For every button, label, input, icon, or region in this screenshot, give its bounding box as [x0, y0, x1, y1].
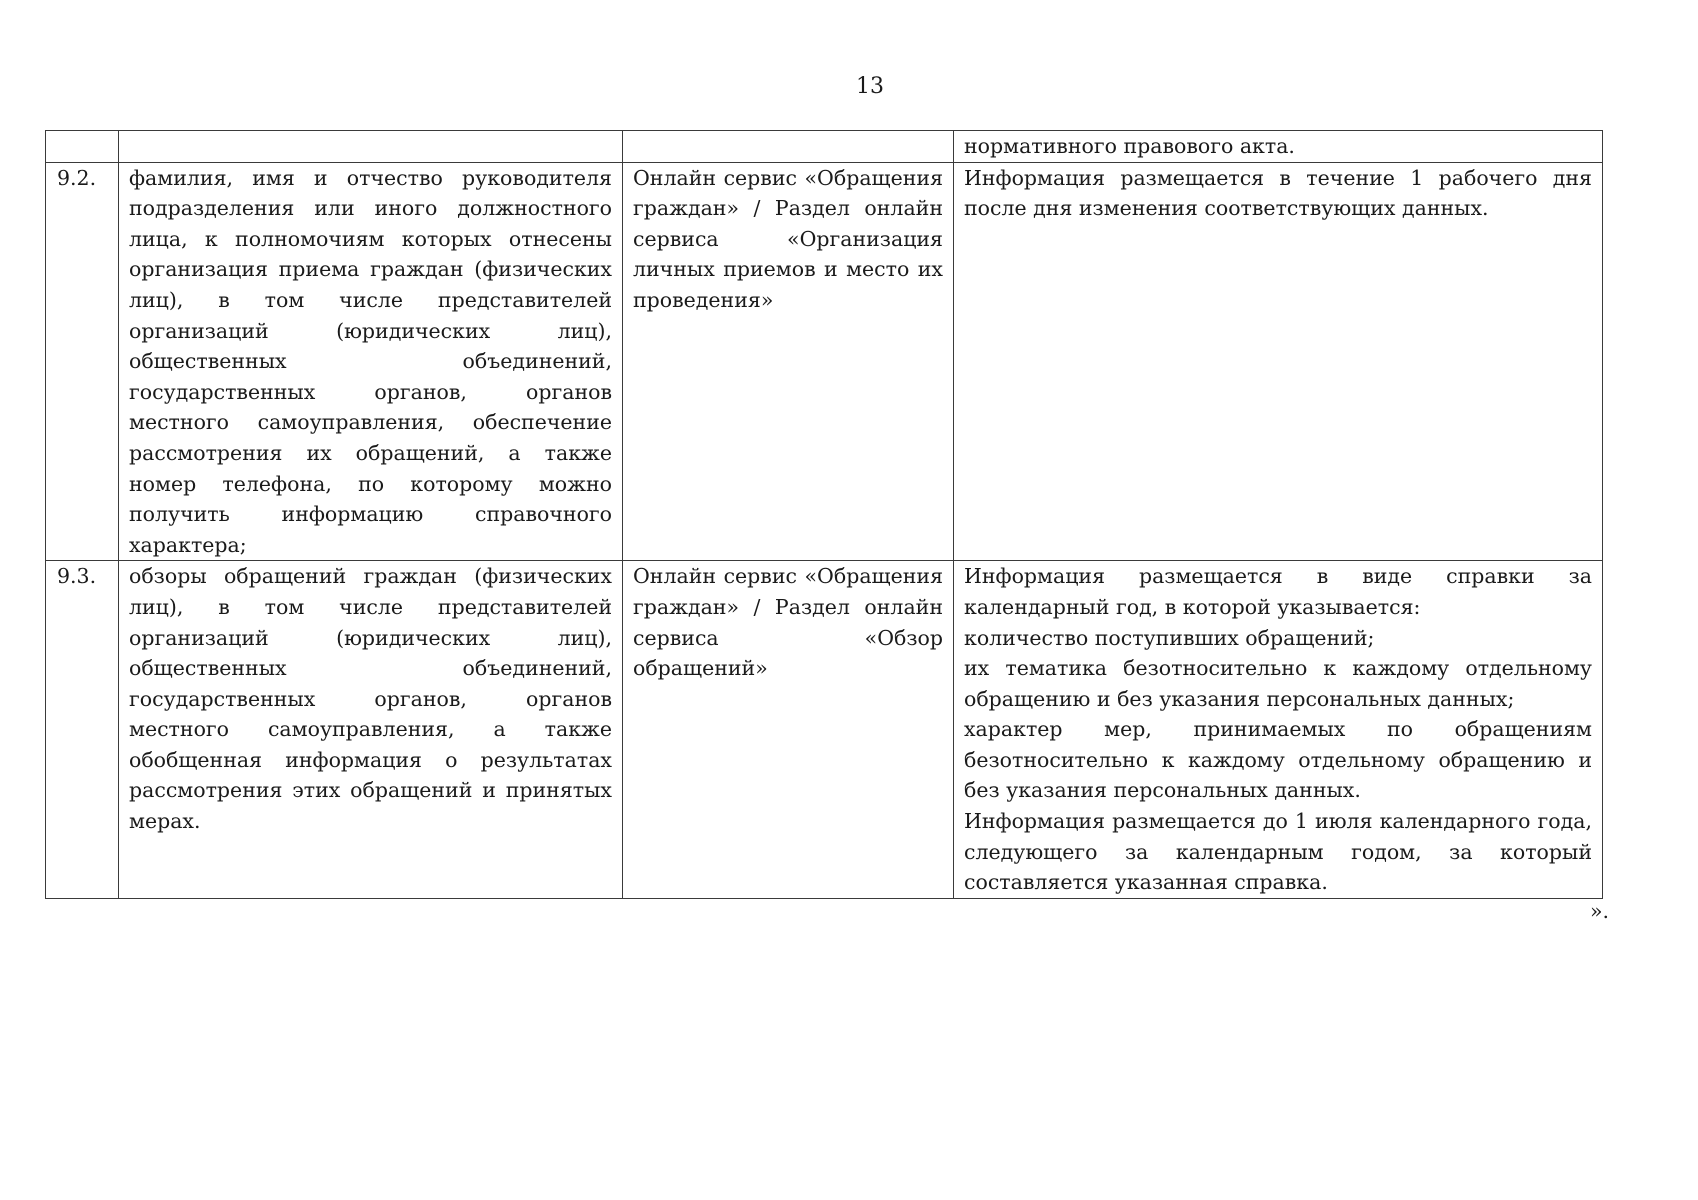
- info-cell: [954, 162, 1603, 561]
- info-paragraph: Информация размещается в течение 1 рабочего дня после дня изменения соответствующих данных.: [964, 165, 1592, 221]
- content-cell: обзоры обращений граждан (физических лиц), в том числе представителей организаций (юридических лиц), общественных объединений, государственных органов, органов местного самоуправления, а также обобщенная информация о результатах рассмотрения этих обращений и принятых мерах.: [119, 561, 623, 899]
- info-paragraph: Информация размещается до 1 июля календарного года, следующего за календарным годом, за который составляется указанная справка.: [964, 809, 1592, 895]
- info-paragraph: нормативного правового акта.: [964, 134, 1295, 158]
- closing-quote-mark: ».: [1590, 899, 1610, 923]
- info-paragraph: количество поступивших обращений;: [964, 625, 1375, 650]
- page-number: 13: [856, 74, 884, 99]
- content-cell: [119, 131, 623, 163]
- info-paragraph: Информация размещается в виде справки за календарный год, в которой указывается:: [964, 564, 1592, 619]
- source-cell: [623, 131, 954, 163]
- table-row-9-2: [46, 162, 1603, 561]
- table-row-9-3: [46, 561, 1603, 899]
- row-number-cell: 9.3.: [46, 561, 119, 899]
- content-cell: фамилия, имя и отчество руководителя подразделения или иного должностного лица, к полномочиям которых отнесены организация приема граждан (физических лиц), в том числе представителей организаций (юридических лиц), общественных объединений, государственных органов, органов местного самоуправления, обеспечение рассмотрения их обращений, а также номер телефона, по которому можно получить информацию справочного характера;: [119, 162, 623, 561]
- info-paragraph: характер мер, принимаемых по обращениям безотносительно к каждому отдельному обращению и без указания персональных данных.: [964, 717, 1592, 803]
- info-cell: [954, 131, 1603, 163]
- requirements-table: [45, 130, 1603, 899]
- info-cell: [954, 561, 1603, 899]
- info-paragraph: их тематика безотносительно к каждому отдельному обращению и без указания персональных данных;: [964, 656, 1592, 711]
- source-cell: Онлайн сервис «Обращения граждан» / Раздел онлайн сервиса «Организация личных приемов и место их проведения»: [623, 162, 954, 561]
- row-number-cell: 9.2.: [46, 162, 119, 561]
- source-cell: Онлайн сервис «Обращения граждан» / Раздел онлайн сервиса «Обзор обращений»: [623, 561, 954, 899]
- row-number-cell: [46, 131, 119, 163]
- table-row-continuation: [46, 131, 1603, 163]
